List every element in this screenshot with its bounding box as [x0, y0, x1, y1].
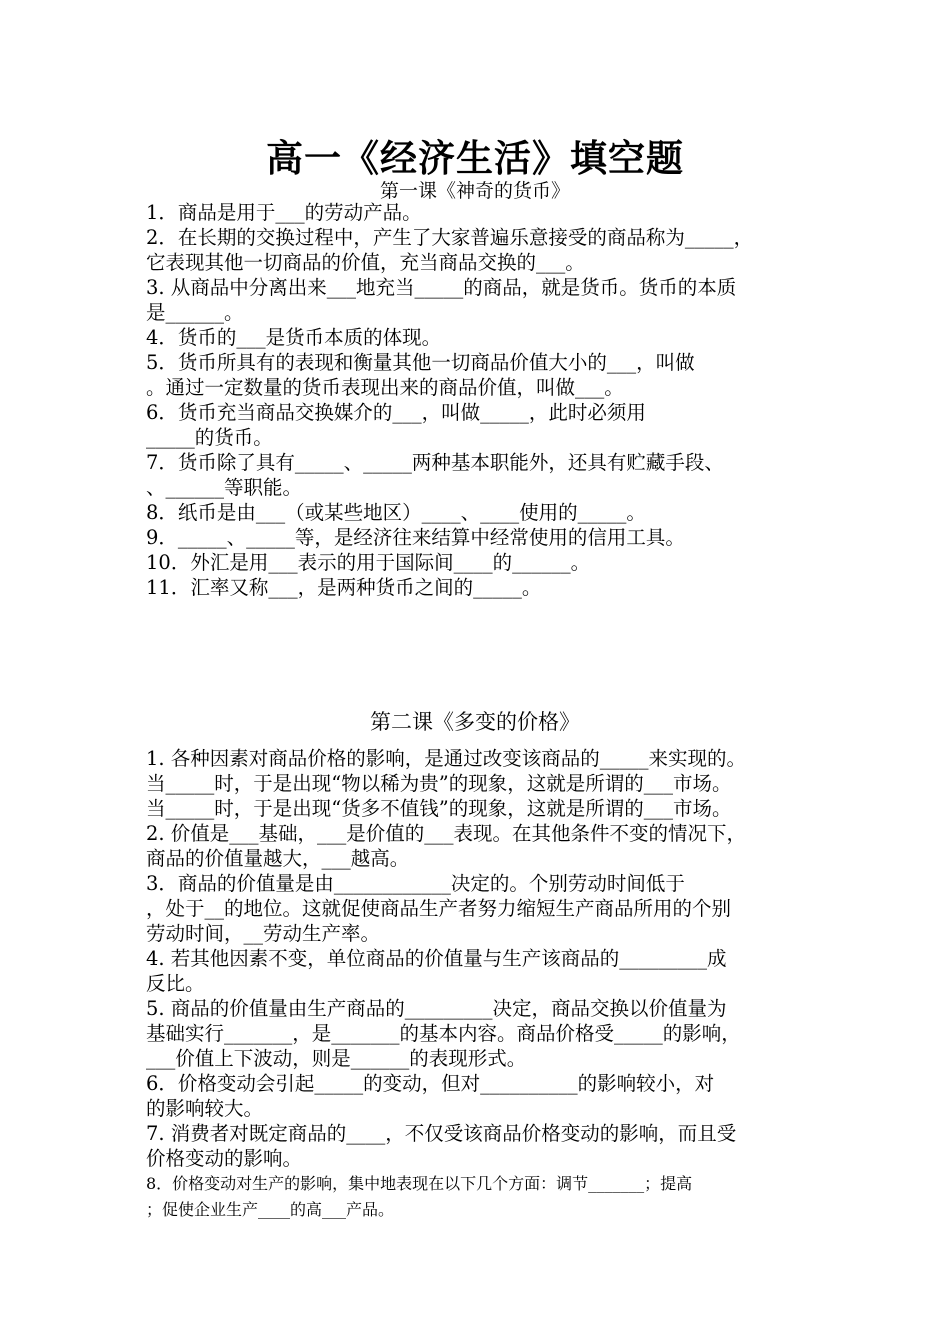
question-line: 7．货币除了具有_____、_____两种基本职能外，还具有贮藏手段、 [146, 451, 724, 474]
question-line: 劳动时间，__劳动生产率。 [146, 922, 381, 945]
question-line: 3．商品的价值量是由____________决定的。个别劳动时间低于 [146, 872, 685, 895]
question-line: 是______。 [146, 301, 244, 324]
question-line: 4．货币的___是货币本质的体现。 [146, 326, 442, 349]
question-line: 8．纸币是由___（或某些地区）____、____使用的_____。 [146, 501, 646, 524]
question-line: 4. 若其他因素不变，单位商品的价值量与生产该商品的_________成 [146, 947, 727, 970]
question-line: 2．在长期的交换过程中，产生了大家普遍乐意接受的商品称为_____， [146, 226, 754, 249]
question-line: _____的货币。 [146, 426, 273, 449]
question-line: ___价值上下波动，则是______的表现形式。 [146, 1047, 527, 1070]
question-line: 11．汇率又称___，是两种货币之间的_____。 [146, 576, 542, 599]
lesson-1-heading: 第一课《神奇的货币》 [379, 180, 570, 202]
question-line: 价格变动的影响。 [146, 1147, 303, 1170]
page-title: 高一《经济生活》填空题 [266, 136, 684, 180]
question-line: 反比。 [146, 972, 205, 995]
question-line: ，处于__的地位。这就促使商品生产者努力缩短生产商品所用的个别 [146, 897, 732, 920]
question-line: 10．外汇是用___表示的用于国际间____的______。 [146, 551, 591, 574]
question-line: 。通过一定数量的货币表现出来的商品价值，叫做___。 [146, 376, 624, 399]
lesson-1-questions [146, 200, 826, 600]
question-line: 5. 商品的价值量由生产商品的_________决定，商品交换以价值量为 [146, 997, 727, 1020]
question-line: 基础实行_______，是_______的基本内容。商品价格受_____的影响， [146, 1022, 741, 1045]
question-line: 2. 价值是___基础，___是价值的___表现。在其他条件不变的情况下， [146, 822, 747, 845]
question-line: 5．货币所具有的表现和衡量其他一切商品价值大小的___，叫做 [146, 351, 695, 374]
question-line: 当_____时，于是出现“货多不值钱”的现象，这就是所谓的___市场。 [146, 797, 732, 820]
question-line: 1. 各种因素对商品价格的影响，是通过改变该商品的_____来实现的。 [146, 747, 747, 770]
question-line: 、______等职能。 [146, 476, 303, 499]
question-line: 6．价格变动会引起_____的变动，但对__________的影响较小，对 [146, 1072, 715, 1095]
question-line: 的影响较大。 [146, 1097, 264, 1120]
question-line: 1．商品是用于___的劳动产品。 [146, 201, 422, 224]
question-line: 9．_____、_____等，是经济往来结算中经常使用的信用工具。 [146, 526, 685, 549]
question-line: 当_____时，于是出现“物以稀为贵”的现象，这就是所谓的___市场。 [146, 772, 732, 795]
question-line: 它表现其他一切商品的价值，充当商品交换的___。 [146, 251, 585, 274]
question-line: 3. 从商品中分离出来___地充当_____的商品，就是货币。货币的本质 [146, 276, 737, 299]
question-line: ；促使企业生产____的高___产品。 [146, 1200, 395, 1219]
question-line: 6．货币充当商品交换媒介的___，叫做_____，此时必须用 [146, 401, 646, 424]
question-line: 商品的价值量越大，___越高。 [146, 847, 410, 870]
question-line: 8．价格变动对生产的影响，集中地表现在以下几个方面：调节_______；提高 [146, 1174, 693, 1193]
lesson-2-questions [146, 746, 826, 1223]
lesson-2-heading: 第二课《多变的价格》 [370, 710, 580, 734]
question-line: 7. 消费者对既定商品的____，不仅受该商品价格变动的影响，而且受 [146, 1122, 737, 1145]
